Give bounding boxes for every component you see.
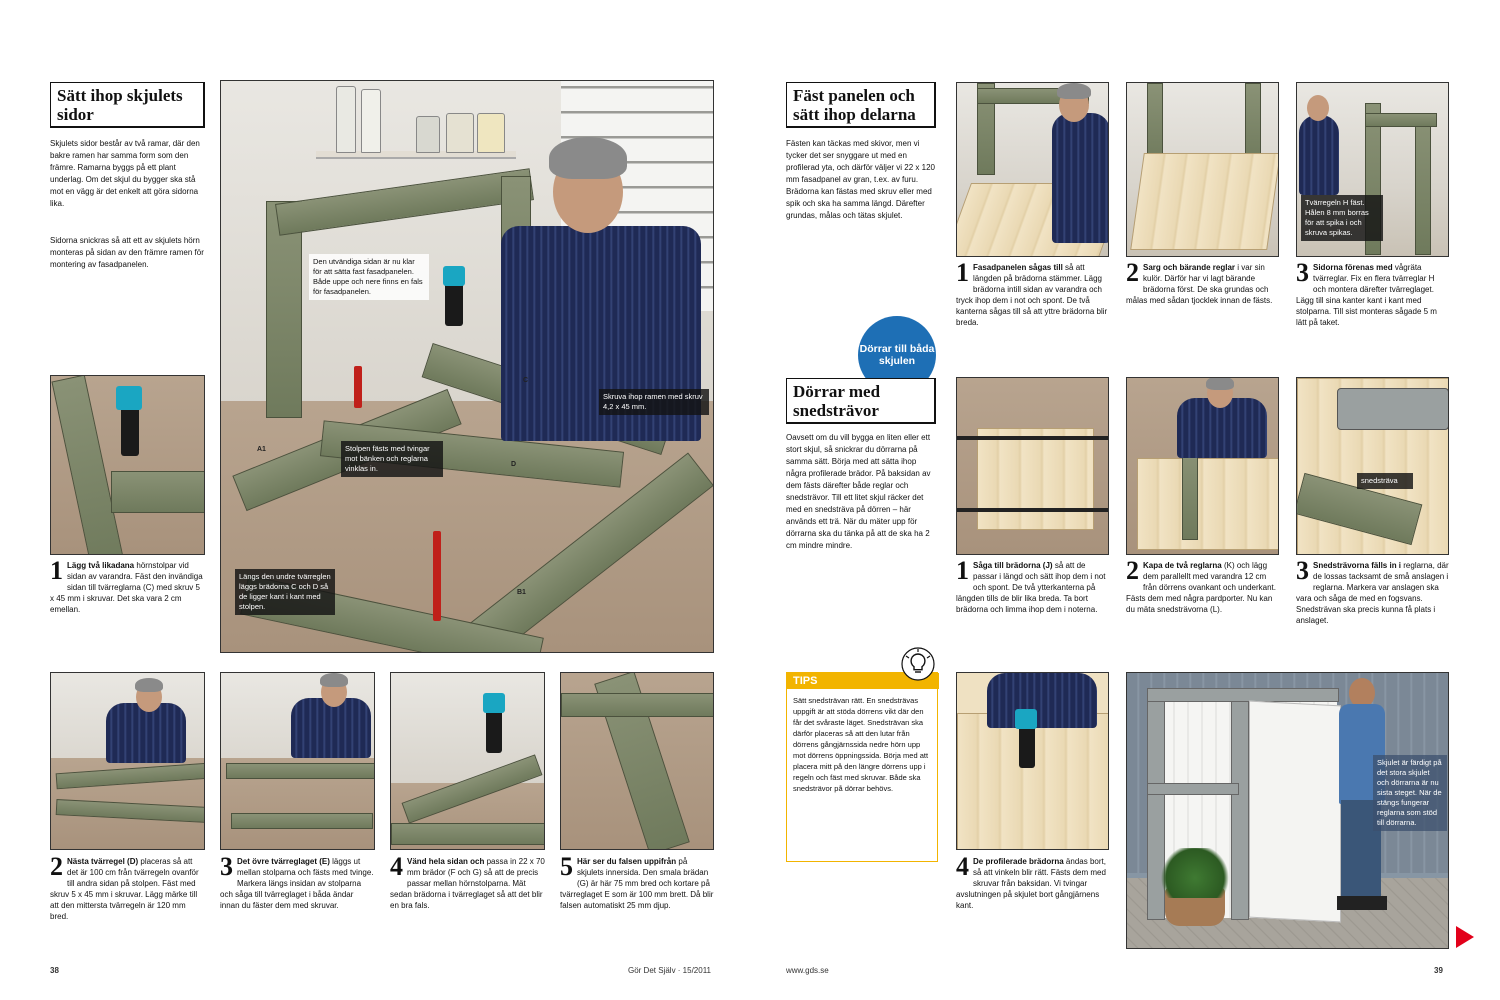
drill-battery [443,266,465,286]
shed-rail [1147,783,1239,795]
step-1-photo [50,375,205,555]
paint-can [336,86,356,153]
left-page-number: 38 [50,966,59,975]
panel-step-1-photo [956,82,1109,257]
craftsman [281,673,375,773]
door-step-3-text: 3 Snedsträvorna fälls in i reglarna, där de lossas tacksamt de små anslagen i reglarna. Markera var anslagen ska vara och såga de med en fogsvans. Snedsträvan ska precis kunna få plats i anslaget. [1296,556,1449,625]
shed-top-beam [1147,688,1339,702]
left-section-heading: Sätt ihop skjulets sidor [50,82,205,128]
part-label-d: D [511,461,517,468]
left-intro-1: Skjulets sidor består av två ramar, där den bakre ramen har samma form som den främre. Ramarna byggs på ett plant underlag. Om det skjul du bygger ska stå mot en vägg är det enkelt att göra sidorna lika. [50,139,200,208]
shirt [106,703,186,763]
hair [320,673,348,687]
frame-rail [1365,113,1437,127]
head [1307,95,1329,121]
next-page-arrow-icon [1456,926,1474,948]
tips-label: TIPS [787,673,939,689]
frame-rail [561,693,714,717]
craftsman [1167,378,1277,458]
main-photo-callout-2: Skruva ihop ramen med skruv 4,2 x 45 mm. [599,389,709,415]
shed-callout: Skjulet är färdigt på det stora skjulet och dörrarna är nu sista steget. När de stängs fungerar reglarna som stöd till dörrarna. [1373,755,1447,831]
panel-step-2-photo [1126,82,1279,257]
tips-text: Sätt snedsträvan rätt. En snedsträvas uppgift är att stöda dörrens vikt där den får det svåraste läget. Snedsträvan ska därför placeras så att den lutar från dörrens gångjärnssida nedre hörn upp mot dörrens öppningssida. Börja med att placera mitt på den längre dörrens upp i regeln och fäst med skruvar. Både ska snedsträvor på dörrar behövs. [793,696,929,793]
craftsman [1047,83,1109,257]
door-step-3-photo [1296,377,1449,555]
shirt [1052,113,1109,243]
step-5-text: 5 Här ser du falsen uppifrån på skjulets innersida. Den smala brädan (G) är här 75 mm bred och kortare på tvärreglaget E som är 100 mm brett. Då blir falsen automatiskt 25 mm djup. [560,852,714,910]
frame-rail [391,823,545,845]
tips-box [786,672,938,862]
step-4-text: 4 Vänd hela sidan och passa in 22 x 70 mm brädor (F och G) så att de precis passar mellan hörnstolparna. Mät sedan brädorna i tvärreglaget så att det blir en bra fals. [390,852,545,910]
right-page-number: 39 [1434,966,1443,975]
panel-boards [1130,153,1279,250]
door-rail [1182,448,1198,540]
frame-rail [231,813,373,829]
clamp [433,531,441,621]
door-step-1-photo [956,377,1109,555]
right-intro-2: Oavsett om du vill bygga en liten eller ett stort skjul, så snickrar du dörrarna på samma sätt. Börja med att sätta ihop några profilerade brädor. På baksidan av dem fästs därefter både reglar och snedsträvor. Till ett litet skjul räcker det med en snedsträva på dörren – här används ett trä. När du mäter upp för dörrarna ska du tänka på att de ska ha 2 cm mindre mindre. [786,433,931,550]
shoes [1337,896,1387,910]
door-step-2-photo [1126,377,1279,555]
right-section-heading-1: Fäst panelen och sätt ihop delarna [786,82,936,128]
hair [1057,83,1091,99]
shirt [291,698,371,758]
paint-can [361,89,381,153]
door-step-4-photo [956,672,1109,850]
clamp-bar [957,508,1109,512]
clamp [354,366,362,408]
paint-can [446,113,474,153]
main-workshop-photo [220,80,714,653]
right-section-heading-2: Dörrar med snedsträvor [786,378,936,424]
lightbulb-icon [900,646,936,682]
hair [135,678,163,692]
craftsman [977,673,1107,753]
door-boards [1137,458,1279,550]
panel-step-2-text: 2 Sarg och bärande reglar i var sin kulör. Därför har vi lagt bärande brädorna först. De ska grundas och målas med sådan tjocklek innan de fästs. [1126,258,1273,305]
clamp-bar [957,436,1109,440]
step-3-photo [220,672,375,850]
frame-post [1415,113,1431,255]
panel-step-3-callout: Tvärregeln H fäst. Hålen 8 mm borras för att spika i och skruva spikas. [1301,195,1383,241]
right-page-url: www.gds.se [786,966,829,975]
plant [1157,848,1233,898]
part-label-a1: A1 [257,446,266,453]
shirt [987,673,1097,728]
step-2-text: 2 Nästa tvärregel (D) placeras så att det är 100 cm från tvärregeln ovanför till andra sidan på stolpen. Fäst med skruv 5 x 45 mm i skruvar. Lägg märke till att den mittersta tvärregeln är 120 mm bred. [50,852,199,921]
panel-step-3-text: 3 Sidorna förenas med vågräta tvärreglar. Fix en flera tvärreglar H och montera därefter tvärreglaget. Lägg till sina kanter kant i kant med stolparna. Till sist monteras sågade 5 m lätt på taket. [1296,258,1437,327]
hair [549,137,627,179]
left-magazine-folio: Gör Det Själv · 15/2011 [628,966,712,975]
door-step-4-text: 4 De profilerade brädorna ändas bort, så att vinkeln blir rätt. Fästs dem med skruvar från baksidan. Vi tvingar avslutningen på skjulet bort gångjärnens kant. [956,852,1106,910]
drill-battery [483,693,505,713]
part-label-c: C [523,377,529,384]
craftsman [491,131,711,431]
step-1-text: 1 Lägg två likadana hörnstolpar vid sidan av varandra. Fäst den invändiga sidan till tvärreglarna (C) med skruv 5 x 45 mm i skruvar. Det ska vara 2 cm emellan. [50,556,203,614]
door-step-3-callout: snedsträva [1357,473,1413,489]
main-photo-callout-1: Den utvändiga sidan är nu klar för att sätta fast fasadpanelen. Både uppe och nere finns en fals för fasadpanelen. [309,254,429,300]
panel-step-3-photo [1296,82,1449,257]
main-photo-callout-3: Stolpen fästs med tvingar mot bänken och reglarna vinklas in. [341,441,443,477]
drill-battery [1015,709,1037,729]
drill-battery [116,386,142,410]
main-photo-callout-4: Längs den undre tvärreglen läggs brädorna C och D så de ligger kant i kant med stolpen. [235,569,335,615]
door-boards [977,428,1094,530]
step-5-photo [560,672,714,850]
saw-tool [1337,388,1449,430]
step-4-photo [390,672,545,850]
step-3-text: 3 Det övre tvärreglaget (E) läggs ut mellan stolparna och fästs med tvinge. Markera längs insidan av stolparna och såga till tvärreglaget i båda ändar innan du fäster dem med skruvar. [220,852,374,910]
door-step-1-text: 1 Såga till brädorna (J) så att de passar i längd och sätt ihop dem i not och spont. De två ytterkanterna på längden tills de blir lika breda. Ta bort brädorna och limma ihop dem i noterna. [956,556,1106,614]
craftsman [91,678,201,778]
paint-can [416,116,440,153]
part-label-b1: B1 [517,589,526,596]
step-2-photo [50,672,205,850]
corner-post [51,375,124,555]
cross-rail [111,471,205,513]
right-intro-1: Fästen kan täckas med skivor, men vi tycker det ser snyggare ut med en profilerad yta, och därför väljer vi 22 x 120 mm fasadpanel av gran, t.ex. av furu. Brädorna kan fästas med skruv eller med spik och ska ha samma längd. Därefter grundas, målas och tätas skjulet. [786,139,935,220]
finished-shed-photo [1126,672,1449,949]
hair [1206,377,1234,390]
shirt [1299,115,1339,195]
door-step-2-text: 2 Kapa de två reglarna (K) och lägg dem parallellt med varandra 12 cm från dörrens ovankant och underkant. Fästs dem med några pardporter. Nu kan du mäta snedsträvorna (L). [1126,556,1276,614]
panel-step-1-text: 1 Fasadpanelen sågas till så att längden på brädorna stämmer. Lägg brädorna intill sidan av varandra och tryck ihop dem i not och spont. De två kanterna sågas till så att yttre brädorna blir breda. [956,258,1108,327]
right-page [750,0,1500,1000]
doors-badge: Dörrar till båda skjulen [858,316,936,394]
shed-post [1231,688,1249,920]
left-intro-2: Sidorna snickras så att ett av skjulets hörn monteras på sidan av den främre ramen för montering av fasadpanelen. [50,236,204,269]
